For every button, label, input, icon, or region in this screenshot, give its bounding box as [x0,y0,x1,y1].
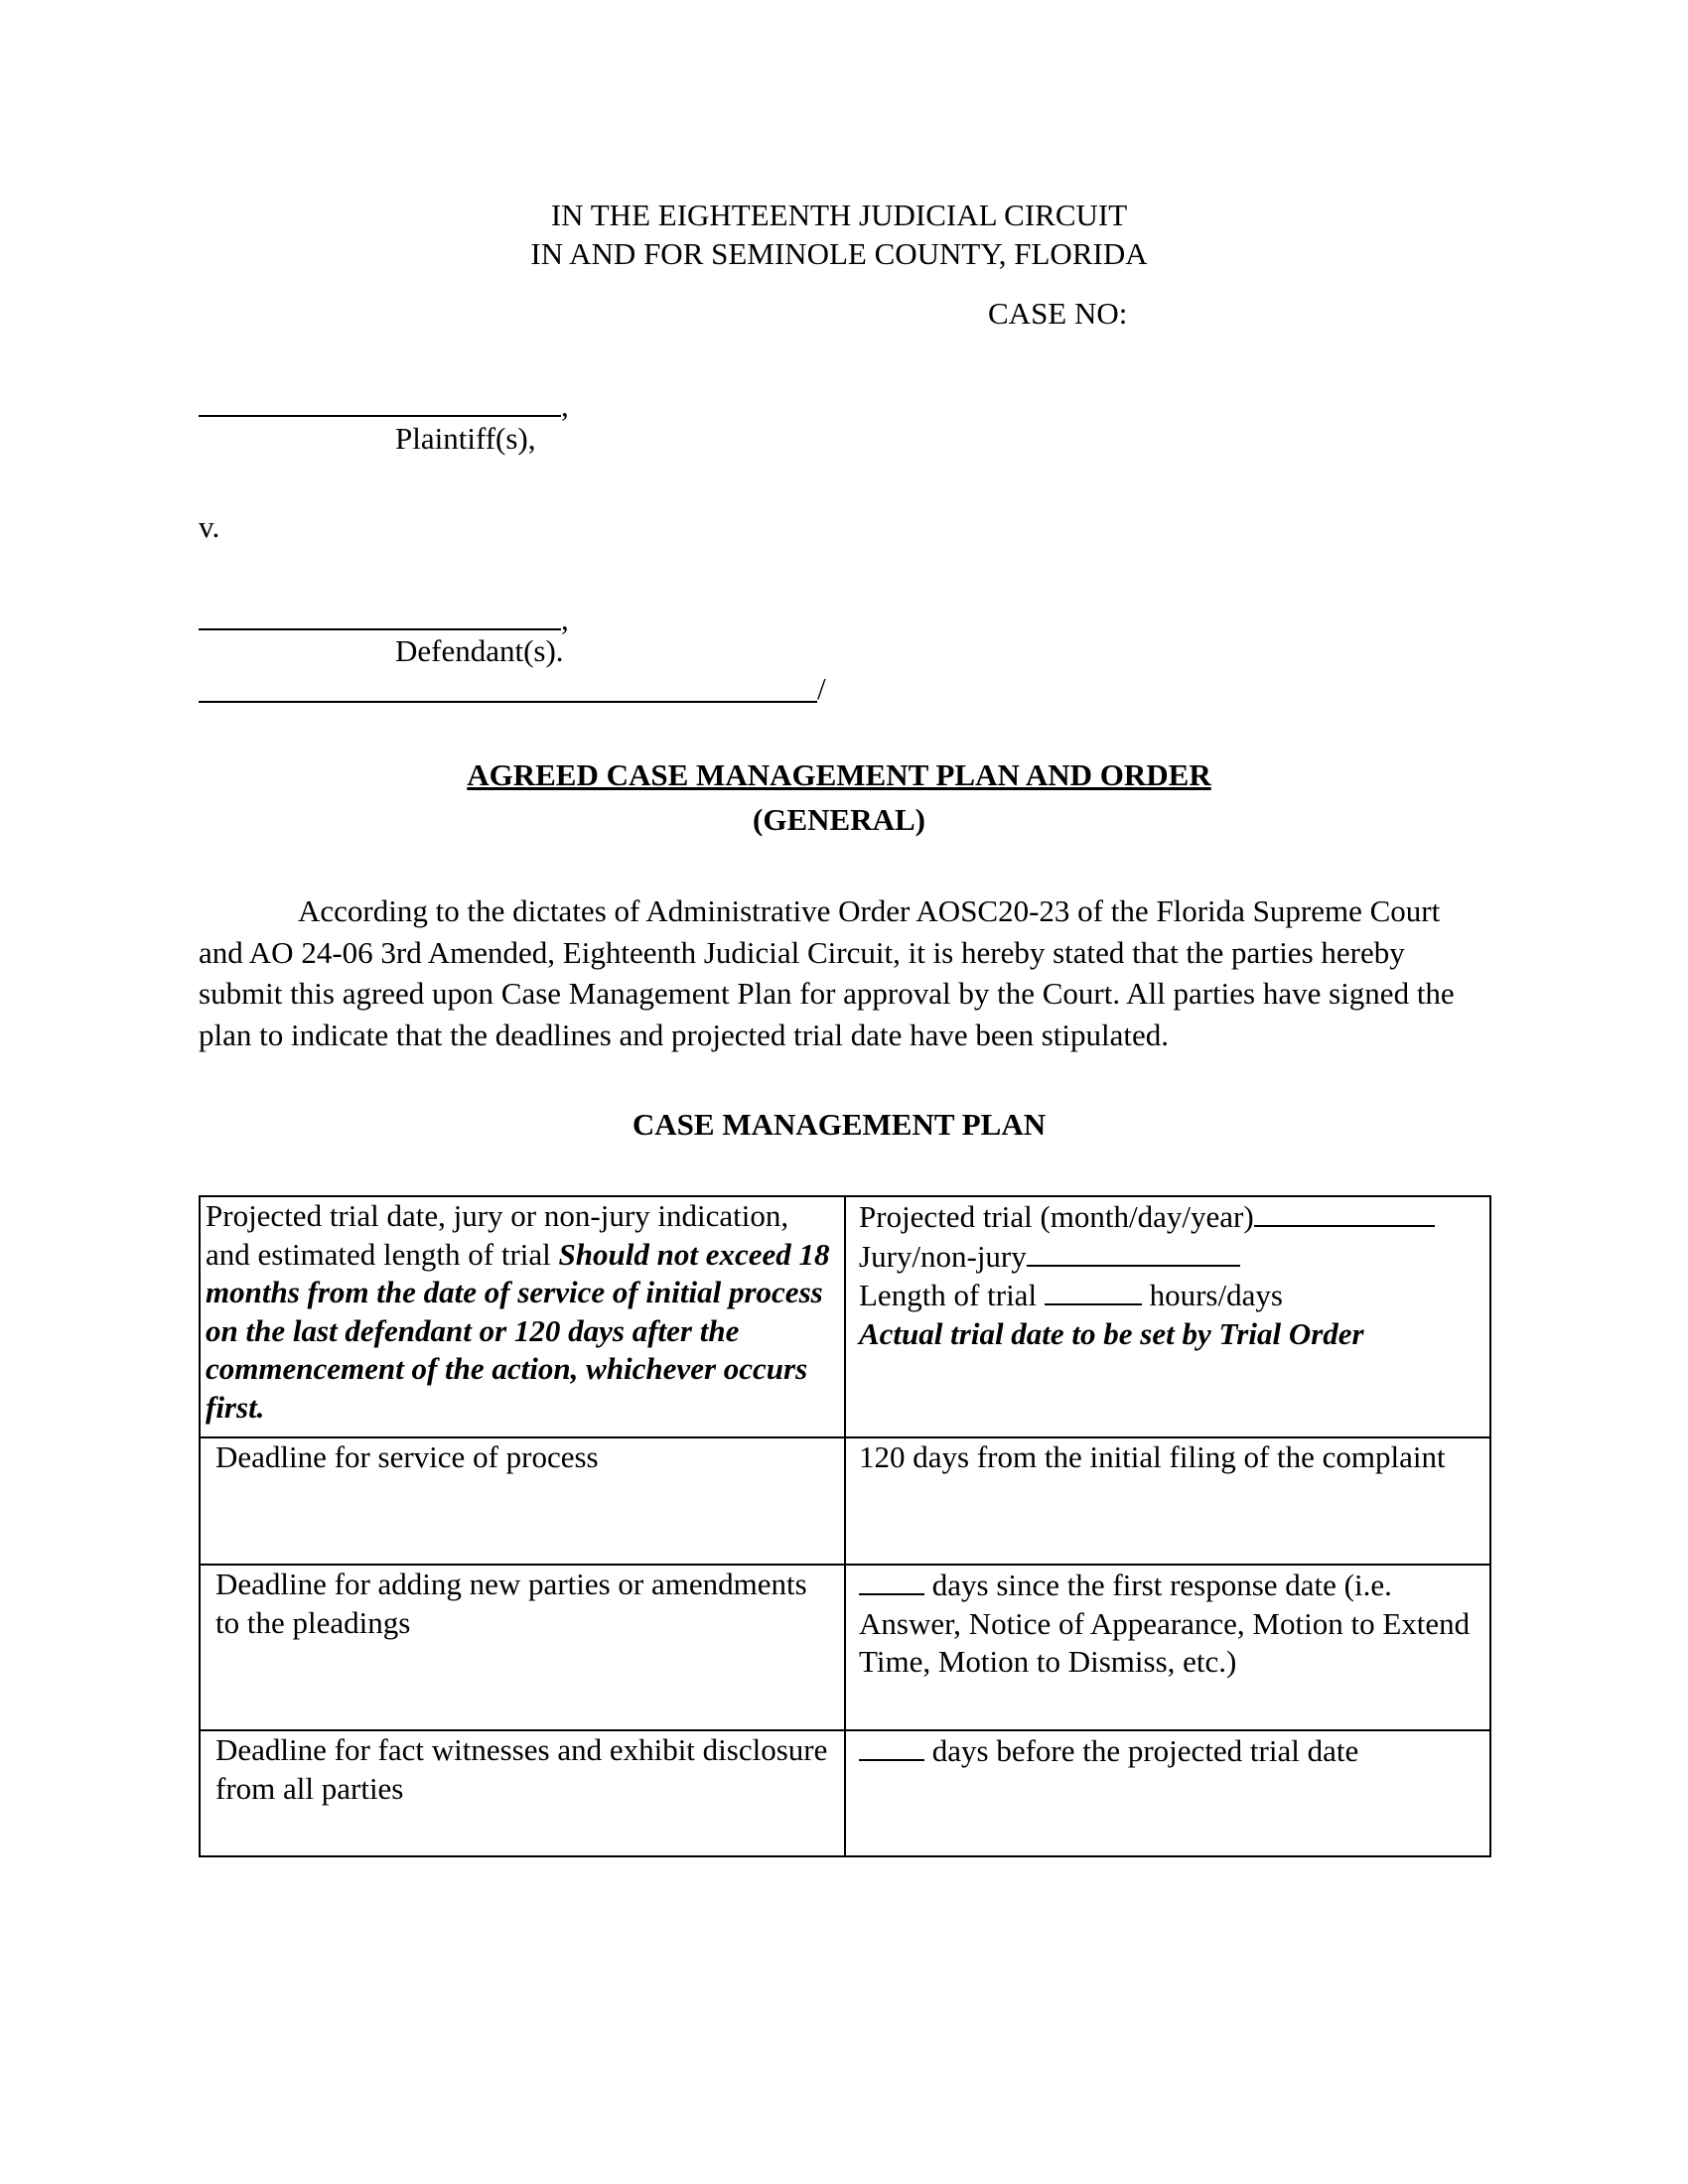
document-title: AGREED CASE MANAGEMENT PLAN AND ORDER [467,757,1211,792]
witness-deadline-label: Deadline for fact witnesses and exhibit disclosure from all parties [200,1730,845,1856]
plaintiff-name-line [199,415,561,417]
trial-length-prefix: Length of trial [859,1278,1045,1312]
witness-days-blank[interactable] [859,1731,924,1761]
trial-details-cell [845,1196,1490,1437]
witness-deadline-text: days before the projected trial date [924,1733,1359,1768]
table-row-service [200,1437,1490,1565]
case-number-label: CASE NO: [988,296,1128,331]
caption-closing-slash: / [817,671,826,706]
court-name-line1: IN THE EIGHTEENTH JUDICIAL CIRCUIT [550,198,1128,232]
defendant-comma: , [561,602,569,636]
amendments-deadline-cell [845,1565,1490,1730]
trial-limit-note: Should not exceed 18 months from the date of service of initial process on the last defendant or 120 days after the commencement of the action, whichever occurs first. [206,1236,830,1425]
jury-blank[interactable] [1027,1237,1240,1267]
plaintiff-label: Plaintiff(s), [395,421,536,456]
document-subtitle: (GENERAL) [753,802,925,837]
projected-trial-label: Projected trial (month/day/year) [859,1199,1254,1234]
jury-label: Jury/non-jury [859,1238,1027,1274]
case-management-table [199,1195,1491,1857]
defendant-label: Defendant(s). [395,633,564,668]
intro-paragraph: According to the dictates of Administrative Order AOSC20-23 of the Florida Supreme Court and AO 24-06 3rd Amended, Eighteenth Judicial Circuit, it is hereby stated that the parties hereby submit this agreed upon Case Management Plan for approval by the Court. All parties have signed the plan to indicate that the deadlines and projected trial date have been stipulated. [199,893,1455,1052]
trial-order-note: Actual trial date to be set by Trial Order [859,1315,1364,1351]
trial-length-blank[interactable] [1045,1276,1142,1305]
defendant-name-line [199,628,561,630]
witness-deadline-cell [845,1730,1490,1856]
caption-closing-line [199,701,817,703]
table-row-trial [200,1196,1490,1437]
jury-row [859,1237,1481,1277]
trial-requirement-text: Projected trial date, jury or non-jury indication, and estimated length of trial [206,1198,789,1272]
service-deadline-value: 120 days from the initial filing of the complaint [845,1437,1490,1565]
projected-trial-row [859,1197,1481,1237]
versus-label: v. [199,509,220,544]
service-deadline-label: Deadline for service of process [200,1437,845,1565]
trial-length-suffix: hours/days [1141,1278,1283,1312]
trial-length-row [859,1276,1481,1315]
table-row-amendments [200,1565,1490,1730]
amendments-days-blank[interactable] [859,1566,924,1595]
plan-heading: CASE MANAGEMENT PLAN [632,1107,1047,1142]
amendments-deadline-text: days since the first response date (i.e. Answer, Notice of Appearance, Motion to Extend Time, Motion to Dismiss, etc.) [859,1568,1471,1679]
projected-trial-blank[interactable] [1254,1197,1435,1227]
amendments-deadline-label: Deadline for adding new parties or amendments to the pleadings [200,1565,845,1730]
trial-requirement-cell [200,1196,845,1437]
plaintiff-comma: , [561,388,569,423]
court-name-line2: IN AND FOR SEMINOLE COUNTY, FLORIDA [530,236,1148,271]
table-row-witnesses [200,1730,1490,1856]
